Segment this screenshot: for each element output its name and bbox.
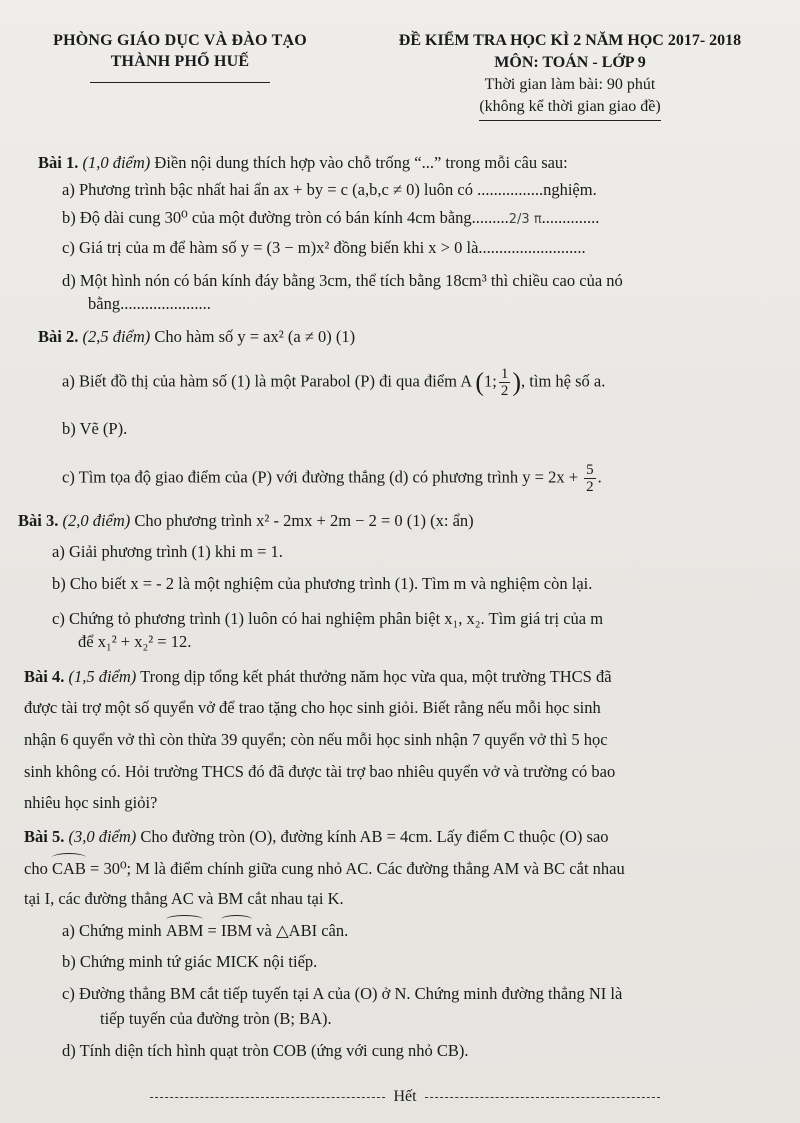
bai5-d: d) Tính diện tích hình quạt tròn COB (ứng với cung nhỏ CB). <box>62 1041 469 1060</box>
bai2-c <box>62 462 602 495</box>
bai2-a-point-x: 1; <box>484 371 497 391</box>
bai2-prompt: Cho hàm số y = ax² (a ≠ 0) (1) <box>154 327 356 346</box>
bai1-c: c) Giá trị của m để hàm số y = (3 − m)x² đồng biến khi x > 0 là.......................... <box>62 238 586 257</box>
end-label: Hết <box>393 1088 417 1105</box>
bai5-c1: c) Đường thẳng BM cắt tiếp tuyến tại A của (O) ở N. Chứng minh đường thẳng NI là <box>62 984 623 1003</box>
bai5-b: b) Chứng minh tứ giác MICK nội tiếp. <box>62 952 318 971</box>
bai2-points: (2,5 điểm) <box>82 327 151 346</box>
exam-title: ĐỀ KIỂM TRA HỌC KÌ 2 NĂM HỌC 2017- 2018 <box>398 32 742 49</box>
bai2-a-paren-close: ) <box>512 367 522 397</box>
subject-line: MÔN: TOÁN - LỚP 9 <box>494 54 646 71</box>
bai3-a: a) Giải phương trình (1) khi m = 1. <box>52 542 283 561</box>
bai5-label: Bài 5. <box>24 827 65 846</box>
bai1-d2: bằng...................... <box>88 294 211 313</box>
bai2-c-frac-num: 5 <box>586 462 594 478</box>
bai1-points: (1,0 điểm) <box>82 153 151 172</box>
bai1-prompt: Điền nội dung thích hợp vào chỗ trống “...” trong mỗi câu sau: <box>154 153 568 172</box>
bai5-a-pre: a) Chứng minh <box>62 921 166 940</box>
bai4-line3: nhận 6 quyển vở thì còn thừa 39 quyển; còn nếu mỗi học sinh nhận 7 quyển vở thì 5 học <box>24 730 608 749</box>
bai5-line2 <box>24 858 625 880</box>
bai5-line3: tại I, các đường thẳng AC và BM cắt nhau tại K. <box>24 889 344 908</box>
department-header <box>30 30 330 83</box>
bai3-heading <box>18 510 474 532</box>
department-name: PHÒNG GIÁO DỤC VÀ ĐÀO TẠO <box>53 32 307 49</box>
bai5-l2-pre: cho <box>24 859 52 878</box>
bai3-points: (2,0 điểm) <box>62 511 131 530</box>
bai4-label: Bài 4. <box>24 667 65 686</box>
bai2-heading <box>38 326 355 348</box>
bai5-angle-ibm: IBM <box>220 921 253 940</box>
footer-end <box>150 1088 660 1106</box>
bai2-a-frac-den: 2 <box>500 383 509 399</box>
bai1-d1: d) Một hình nón có bán kính đáy bằng 3cm, thể tích bằng 18cm³ thì chiều cao của nó <box>62 271 623 290</box>
bai1-b-text: b) Độ dài cung 30⁰ của một đường tròn có bán kính 4cm bằng......... <box>62 208 509 227</box>
bai3-c2: để x₁² + x₂² = 12. <box>78 632 192 651</box>
bai5-c2: tiếp tuyến của đường tròn (B; BA). <box>100 1009 332 1028</box>
bai1-b-tail: .............. <box>541 208 600 227</box>
bai1-heading <box>38 152 568 174</box>
footer-rule-left <box>150 1097 385 1098</box>
bai4-line2: được tài trợ một số quyển vở để trao tặng cho học sinh giỏi. Biết rằng nếu mỗi học sinh <box>24 698 601 717</box>
bai4-points: (1,5 điểm) <box>68 667 137 686</box>
bai3-prompt: Cho phương trình x² - 2mx + 2m − 2 = 0 (1) (x: ẩn) <box>134 511 474 530</box>
bai5-l2-post: = 30⁰; M là điểm chính giữa cung nhỏ AC. Các đường thẳng AM và BC cắt nhau <box>85 859 625 878</box>
bai5-text1: Cho đường tròn (O), đường kính AB = 4cm. Lấy điểm C thuộc (O) sao <box>140 827 609 846</box>
bai2-b: b) Vẽ (P). <box>62 419 128 438</box>
footer-rule-right <box>425 1097 660 1098</box>
bai1-label: Bài 1. <box>38 153 79 172</box>
bai1-a: a) Phương trình bậc nhất hai ẩn ax + by = c (a,b,c ≠ 0) luôn có ................nghiệm. <box>62 180 597 199</box>
bai1-b <box>62 207 599 231</box>
bai5-line1 <box>24 826 609 848</box>
bai3-label: Bài 3. <box>18 511 59 530</box>
time-note: (không kể thời gian giao đề) <box>479 96 660 121</box>
bai5-a-post: và △ABI cân. <box>252 921 349 940</box>
bai2-a-text: a) Biết đồ thị của hàm số (1) là một Parabol (P) đi qua điểm A <box>62 371 472 391</box>
header-rule <box>90 82 270 83</box>
bai2-c-text: c) Tìm tọa độ giao điểm của (P) với đường thẳng (d) có phương trình y = 2x + <box>62 467 579 487</box>
bai4-line4: sinh không có. Hỏi trường THCS đó đã được tài trợ bao nhiêu quyển vở và trường có bao <box>24 762 616 781</box>
bai3-c1: c) Chứng tỏ phương trình (1) luôn có hai nghiệm phân biệt x₁, x₂. Tìm giá trị của m <box>52 609 604 628</box>
bai5-angle-abm: ABM <box>165 921 204 940</box>
bai2-a <box>62 366 605 399</box>
bai2-c-post: . <box>597 467 602 487</box>
bai1-b-handwriting: 2/3 π <box>508 212 542 227</box>
bai2-c-frac-den: 2 <box>586 479 594 495</box>
bai5-a-eq: = <box>203 921 221 940</box>
bai2-a-post: , tìm hệ số a. <box>521 371 606 391</box>
exam-header <box>360 30 780 121</box>
bai2-label: Bài 2. <box>38 327 79 346</box>
bai2-a-frac-num: 1 <box>500 366 509 382</box>
bai4-text1: Trong dịp tổng kết phát thưởng năm học vừa qua, một trường THCS đã <box>140 667 612 686</box>
bai4-line1 <box>24 666 612 688</box>
bai3-b: b) Cho biết x = - 2 là một nghiệm của phương trình (1). Tìm m và nghiệm còn lại. <box>52 574 593 593</box>
bai4-line5: nhiêu học sinh giỏi? <box>24 793 158 812</box>
bai2-c-fraction <box>584 462 596 495</box>
bai5-angle-cab: CAB <box>51 859 86 878</box>
bai2-a-paren-open: ( <box>475 367 485 397</box>
bai2-a-fraction <box>499 366 511 399</box>
time-line: Thời gian làm bài: 90 phút <box>484 76 656 93</box>
bai5-a <box>62 920 348 942</box>
city-name: THÀNH PHỐ HUẾ <box>110 53 250 70</box>
bai5-points: (3,0 điểm) <box>68 827 137 846</box>
